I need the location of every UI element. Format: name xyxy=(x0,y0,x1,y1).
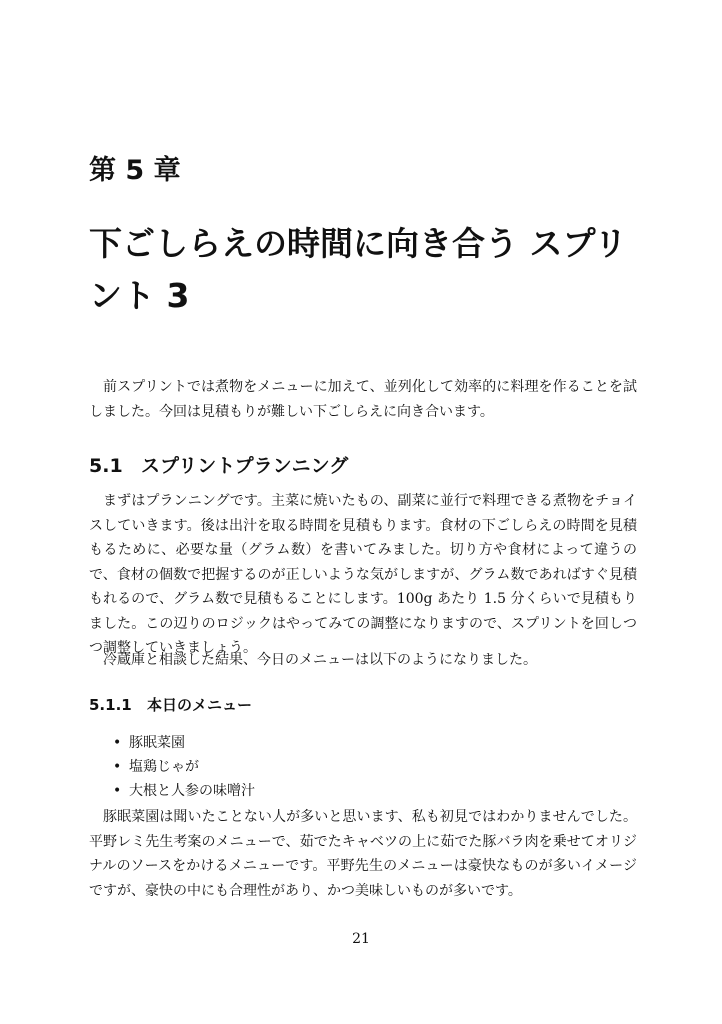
menu-item-label: 豚眠菜園 xyxy=(129,735,185,751)
subsection-heading xyxy=(89,693,252,717)
menu-list xyxy=(110,731,255,803)
section-paragraph-2: 冷蔵庫と相談した結果、今日のメニューは以下のようになりました。 xyxy=(103,652,537,668)
bullet-icon: • xyxy=(113,759,122,775)
page-number: 21 xyxy=(352,931,370,947)
section-heading xyxy=(89,452,348,480)
bullet-icon: • xyxy=(113,735,122,751)
list-item xyxy=(110,779,255,803)
menu-item-label: 大根と人参の味噌汁 xyxy=(129,783,255,799)
intro-paragraph: 前スプリントでは煮物をメニューに加えて、並列化して効率的に料理を作ることを試しました。今回は見積もりが難しい下ごしらえに向き合います。 xyxy=(89,379,637,420)
section-paragraph-1: まずはプランニングです。主菜に焼いたもの、副菜に並行で料理できる煮物をチョイスしていきます。後は出汁を取る時間を見積もります。食材の下ごしらえの時間を見積もるために、必要な量（グラム数）を書いてみました。切り方や食材によって違うので、食材の個数で把握するのが正しいような気がしますが、グラム数であればすぐ見積もれるので、グラム数で見積もることにします。100g あたり 1.5 分くらいで見積もりました。この辺りのロジックはやってみての調整になりますので、スプリントを回しつつ調整していきましょう。 xyxy=(89,493,637,656)
subsection-number: 5.1.1 xyxy=(89,696,132,714)
chapter-title: 下ごしらえの時間に向き合う スプリント 3 xyxy=(89,224,628,315)
list-item xyxy=(110,731,255,755)
bullet-icon: • xyxy=(113,783,122,799)
subsection-title: 本日のメニュー xyxy=(147,696,253,714)
chapter-label: 第 5 章 xyxy=(89,155,181,186)
section-number: 5.1 xyxy=(89,455,123,477)
menu-item-label: 塩鶏じゃが xyxy=(129,759,199,775)
list-item xyxy=(110,755,255,779)
section-title: スプリントプランニング xyxy=(141,455,349,477)
subsection-paragraph: 豚眠菜園は聞いたことない人が多いと思います、私も初見ではわかりませんでした。平野レミ先生考案のメニューで、茹でたキャベツの上に茹でた豚バラ肉を乗せてオリジナルのソースをかけるメニューです。平野先生のメニューは豪快なものが多いイメージですが、豪快の中にも合理性があり、かつ美味しいものが多いです。 xyxy=(89,809,637,899)
